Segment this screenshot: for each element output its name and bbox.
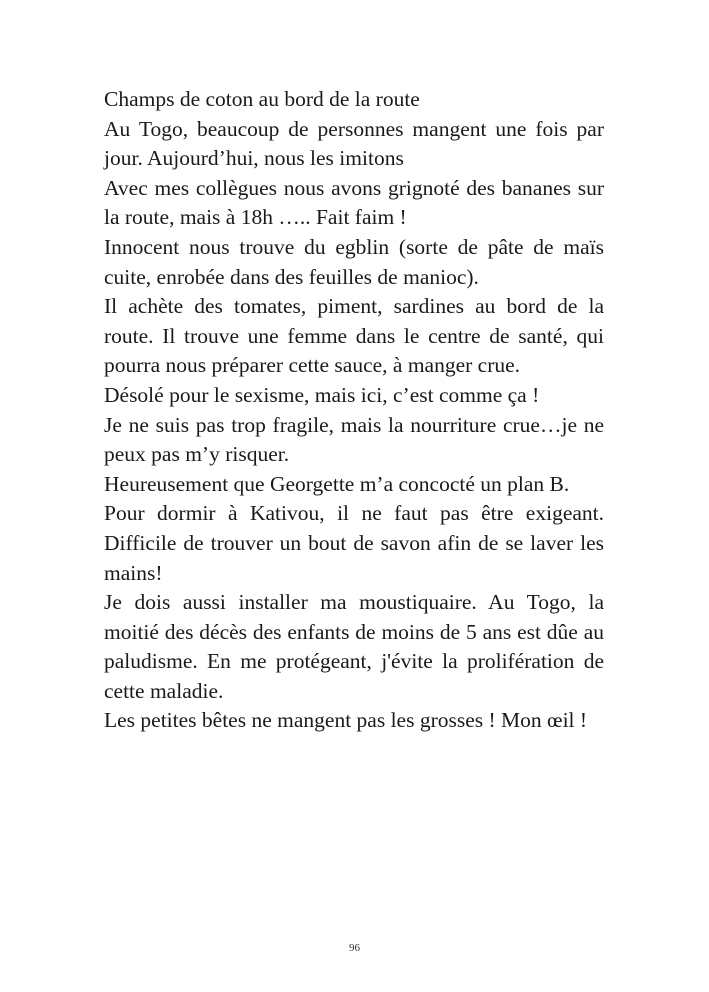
paragraph: Je ne suis pas trop fragile, mais la nourriture crue…je ne peux pas m’y risquer. — [104, 412, 604, 467]
paragraph-title: Champs de coton au bord de la route — [104, 87, 420, 111]
paragraph: Heureusement que Georgette m’a concocté un plan B. — [104, 471, 570, 496]
paragraph: Les petites bêtes ne mangent pas les grosses ! Mon œil ! — [104, 708, 588, 733]
paragraph: Au Togo, beaucoup de personnes mangent une fois par jour. Aujourd’hui, nous les imitons — [104, 116, 604, 171]
paragraph: Je dois aussi installer ma moustiquaire. Au Togo, la moitié des décès des enfants de moins de 5 ans est dûe au paludisme. En me protégeant, j'évite la prolifération de cette maladie. — [104, 590, 604, 703]
paragraph: Il achète des tomates, piment, sardines au bord de la route. Il trouve une femme dans le centre de santé, qui pourra nous préparer cette sauce, à manger crue. — [104, 294, 604, 378]
page-number: 96 — [349, 942, 360, 954]
body-text — [104, 85, 604, 736]
paragraph: Pour dormir à Kativou, il ne faut pas être exigeant. Difficile de trouver un bout de savon afin de se laver les mains! — [104, 501, 604, 585]
paragraph: Innocent nous trouve du egblin (sorte de pâte de maïs cuite, enrobée dans des feuilles de manioc). — [104, 234, 604, 289]
paragraph: Désolé pour le sexisme, mais ici, c’est comme ça ! — [104, 382, 540, 407]
paragraph: Avec mes collègues nous avons grignoté des bananes sur la route, mais à 18h ….. Fait faim ! — [104, 175, 604, 230]
